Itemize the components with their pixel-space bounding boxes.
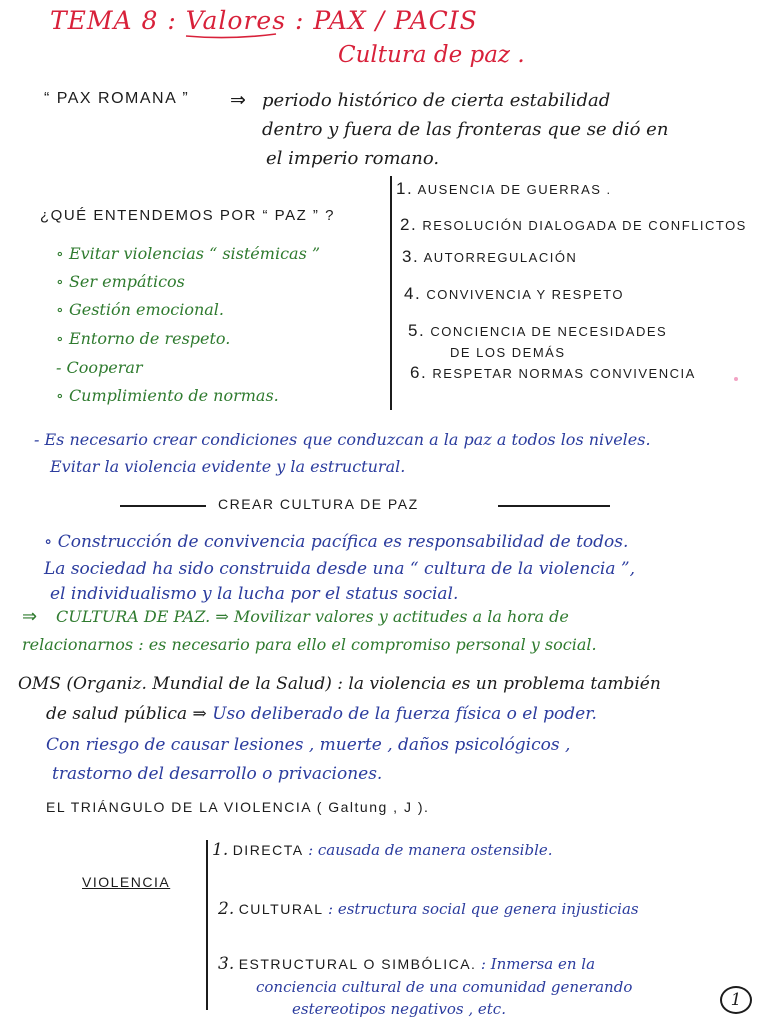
implies-arrow: ⇒ (230, 89, 246, 111)
list-item: ∘ Entorno de respeto. (56, 329, 231, 348)
type-number: 3. (218, 954, 235, 974)
list-item-text: Entorno de respeto. (68, 329, 231, 348)
item-text: RESOLUCIÓN DIALOGADA DE CONFLICTOS (422, 218, 747, 233)
cultura-paz-line: relacionarnos : es necesario para ello el compromiso personal y social. (22, 635, 597, 654)
type-number: 1. (212, 840, 229, 860)
pax-romana-definition-line: periodo histórico de cierta estabilidad (262, 90, 611, 111)
numbered-item-continuation: DE LOS DEMÁS (450, 345, 566, 360)
list-item: ∘ Gestión emocional. (56, 300, 224, 319)
triangulo-heading: EL TRIÁNGULO DE LA VIOLENCIA ( Galtung , J ). (46, 799, 430, 815)
type-description: : estructura social que genera injusticias (328, 900, 639, 918)
type-name: DIRECTA (232, 842, 304, 858)
pax-romana-definition-line: dentro y fuera de las fronteras que se dió en (262, 119, 669, 140)
page-number: 1 (730, 990, 742, 1010)
list-item-text: Cumplimiento de normas. (68, 386, 279, 405)
construccion-line: ∘ Construcción de convivencia pacífica es responsabilidad de todos. (44, 532, 629, 552)
oms-line-blue: Uso deliberado de la fuerza física o el poder. (212, 704, 597, 724)
question-heading: ¿QUÉ ENTENDEMOS POR “ PAZ ” ? (40, 207, 335, 224)
list-item: ∘ Ser empáticos (56, 272, 185, 291)
list-item: ∘ Evitar violencias “ sistémicas ” (56, 244, 321, 263)
blue-note-line: - Es necesario crear condiciones que conduzcan a la paz a todos los niveles. (34, 430, 651, 449)
oms-line: Con riesgo de causar lesiones , muerte , daños psicológicos , (46, 735, 571, 755)
list-item-text: Cooperar (66, 358, 143, 377)
type-description: : Inmersa en la (480, 955, 596, 973)
list-item-text: Gestión emocional. (68, 300, 224, 319)
page-subtitle: Cultura de paz . (338, 42, 525, 68)
item-number: 4. (404, 284, 422, 303)
construccion-line: La sociedad ha sido construida desde una “ cultura de la violencia ”, (44, 559, 636, 579)
item-text: AUSENCIA DE GUERRAS . (417, 182, 612, 197)
section-heading: CREAR CULTURA DE PAZ (218, 496, 419, 512)
item-number: 6. (410, 363, 428, 382)
list-item: ∘ Cumplimiento de normas. (56, 386, 279, 405)
item-text: CONVIVENCIA Y RESPETO (426, 287, 624, 302)
type-description: : causada de manera ostensible. (308, 841, 553, 859)
oms-line-black: de salud pública ⇒ (46, 704, 207, 724)
page-title: TEMA 8 : Valores : PAX / PACIS (50, 6, 478, 35)
item-number: 2. (400, 215, 418, 234)
item-number: 1. (396, 179, 414, 198)
item-text: CONCIENCIA DE NECESIDADES (430, 324, 668, 339)
item-text: RESPETAR NORMAS CONVIVENCIA (432, 366, 696, 381)
list-item-text: Ser empáticos (68, 272, 185, 291)
type-description-continuation: conciencia cultural de una comunidad generando (256, 978, 633, 996)
violencia-label: VIOLENCIA (82, 874, 171, 890)
type-name: CULTURAL (238, 901, 324, 917)
pax-romana-term: “ PAX ROMANA ” (44, 90, 190, 107)
implies-arrow: ⇒ (22, 606, 38, 627)
item-number: 3. (402, 247, 420, 266)
list-item-text: Evitar violencias “ sistémicas ” (68, 244, 321, 263)
item-text: AUTORREGULACIÓN (423, 250, 578, 265)
cultura-paz-line: CULTURA DE PAZ. ⇒ Movilizar valores y actitudes a la hora de (56, 607, 569, 626)
list-item: - Cooperar (56, 358, 143, 377)
type-number: 2. (218, 899, 235, 919)
pax-romana-definition-line: el imperio romano. (266, 148, 440, 169)
type-description-continuation: estereotipos negativos , etc. (292, 1000, 506, 1018)
oms-line: OMS (Organiz. Mundial de la Salud) : la violencia es un problema también (18, 674, 661, 694)
oms-line: trastorno del desarrollo o privaciones. (52, 764, 383, 784)
type-name: ESTRUCTURAL O SIMBÓLICA. (238, 956, 477, 972)
item-number: 5. (408, 321, 426, 340)
blue-note-line: Evitar la violencia evidente y la estructural. (50, 457, 406, 476)
construccion-line: el individualismo y la lucha por el status social. (50, 584, 459, 604)
